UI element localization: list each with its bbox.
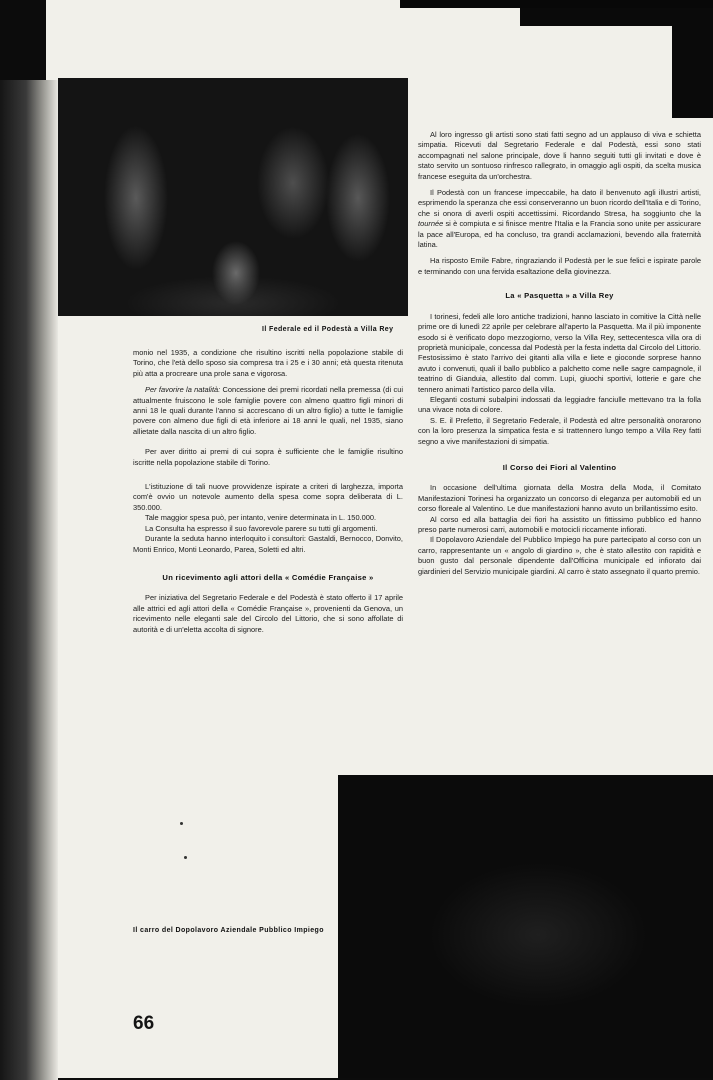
paragraph: Per iniziativa del Segretario Federale e del Podestà è stato offerto il 17 aprile alle attrici ed agli attori della « Comédie Française », provenienti da Genova, un ricevimento nelle eleganti sale del Circolo del Littorio, che si sono affollate di autorità e di un'eletta accolta di signore. — [133, 593, 403, 634]
paragraph: S. E. il Prefetto, il Segretario Federale, il Podestà ed altre personalità onorarono con la loro presenza la simpatica festa e si trattennero lungo tempo a Villa Rey fatti segno a vive manifestazioni di simpatia. — [418, 415, 701, 446]
paragraph-text: Il Podestà con un francese impeccabile, ha dato il benvenuto agli illustri artisti, esprimendo la speranza che essi conserveranno un buon ricordo dell'Italia e di Torino, che si onora di averli ospiti accettissimi. Ricordando Stresa, ha soggiunto che la — [418, 188, 701, 218]
paragraph: In occasione dell'ultima giornata della Mostra della Moda, il Comitato Manifestazioni Torinesi ha organizzato un concorso di eleganza per automobili ed un corso floreale al Valentino. Le due manifestazioni hanno avuto un brillantissimo esito. — [418, 483, 701, 514]
paragraph: Ha risposto Emile Fabre, ringraziando il Podestà per le sue felici e ispirate parole e terminando con una fervida esaltazione della giovinezza. — [418, 256, 701, 276]
paragraph: monio nel 1935, a condizione che risultino iscritti nella popolazione stabile di Torino, che l'età dello sposo sia compresa tra i 25 e i 30 anni; età questa ritenuta più atta a procreare una prole sana e vigorosa. — [133, 348, 403, 378]
photo-villa-rey — [58, 78, 408, 316]
right-column — [418, 130, 701, 583]
paragraph: Al corso ed alla battaglia dei fiori ha assistito un fittissimo pubblico ed hanno preso parte numerosi carri, automobili e motocicli riccamente infiorati. — [418, 514, 701, 534]
paragraph: Tale maggior spesa può, per intanto, venire determinata in L. 150.000. — [145, 513, 377, 523]
paragraph: Al loro ingresso gli artisti sono stati fatti segno ad un applauso di viva e schietta simpatia. Ricevuti dal Segretario Federale e dal Podestà, essi sono stati accompagnati nel salone principale, dove li hanno seguiti tutti gli invitati e dove è stato servito un sontuoso rinfresco rallegrato, in omaggio agli ospiti, da scelta musica francese eseguita da un'orchestra. — [418, 130, 701, 181]
paragraph: I torinesi, fedeli alle loro antiche tradizioni, hanno lasciato in comitive la Città nelle prime ore di lunedì 22 aprile per celebrare all'aperto la Pasquetta. Ma il più imponente esodo si è verificato dopo mezzogiorno, verso la Villa Rey, settecentesca villa ora di proprietà municipale, concessa dal Podestà per la festa indetta dal Circolo del Littorio. Festosissimo è stato l'arrivo dei gitanti alla villa e liete e gioconde sorprese hanno avuto i convenuti, quali il ballo pubblico a palchetto come nelle sagre campagnole, il teatrino di Gianduia, allestito dal comm. Lupi, giuochi sportivi, lotterie e gare che tennero animati l'artistico parco della villa. — [418, 311, 701, 394]
section-heading: Il Corso dei Fiori al Valentino — [502, 462, 617, 472]
caption-bottom-photo: Il carro del Dopolavoro Aziendale Pubblico Impiego — [133, 927, 324, 934]
paragraph — [418, 188, 701, 250]
paragraph: Durante la seduta hanno interloquito i consultori: Gastaldi, Bernocco, Donvito, Monti Enrico, Monti Leonardo, Parea, Soletti ed altri. — [133, 534, 403, 554]
italic-lead: Per favorire la natalità: — [145, 385, 221, 395]
photo-flower-float — [338, 775, 713, 1078]
paragraph-text: Concessione dei premi ricordati nella premessa (di cui attualmente fruiscono le sole famiglie povere con almeno quattro figli minori di anni 18 le quali durante l'anno si accrescano di un altro figlio) a tutte le famiglie povere con almeno due figli di età inferiore ai 18 anni le quali, nel 1935, siano allietate dalla nascita di un altro figlio. — [133, 385, 403, 436]
caption-top-photo: Il Federale ed il Podestà a Villa Rey — [262, 326, 394, 333]
speck — [184, 856, 187, 859]
section-heading: Un ricevimento agli attori della « Comédie Française » — [162, 572, 374, 582]
paragraph — [133, 385, 403, 437]
left-column — [133, 348, 403, 641]
paragraph: Il Dopolavoro Aziendale del Pubblico Impiego ha pure partecipato al corso con un carro, rappresentante un « angolo di giardino », che è stato allestito con rapidità e buon gusto dal personale dipendente dall'Officina municipale ed infiorato dai giardinieri del Servizio municipale giardini. Al carro è stato assegnato il quarto premio. — [418, 535, 701, 576]
paragraph: L'istituzione di tali nuove provvidenze ispirate a criteri di larghezza, importa com'è ovvio un notevole aumento della spesa come sopra deliberata di L. 350.000. — [133, 482, 403, 512]
paragraph: Eleganti costumi subalpini indossati da leggiadre fanciulle mettevano tra la folla una vivace nota di colore. — [418, 394, 701, 415]
section-heading: La « Pasquetta » a Villa Rey — [505, 291, 614, 301]
speck — [180, 822, 183, 825]
italic-word: tournée — [418, 219, 444, 229]
paragraph: La Consulta ha espresso il suo favorevole parere su tutti gli argomenti. — [145, 523, 378, 533]
page-fold-shadow — [0, 80, 58, 1080]
page-number: 66 — [133, 1013, 155, 1034]
paragraph: Per aver diritto ai premi di cui sopra è sufficiente che le famiglie risultino iscritte nella popolazione stabile di Torino. — [133, 447, 403, 467]
paragraph-text: si è compiuta e si finisce mentre l'Italia e la Francia sono unite per assicurare la pace all'Europa, ed ha concluso, tra grandi acclamazioni, bevendo alla fraternità latina. — [418, 219, 701, 250]
scan-border-top — [400, 0, 713, 8]
scan-border-right — [672, 8, 713, 118]
